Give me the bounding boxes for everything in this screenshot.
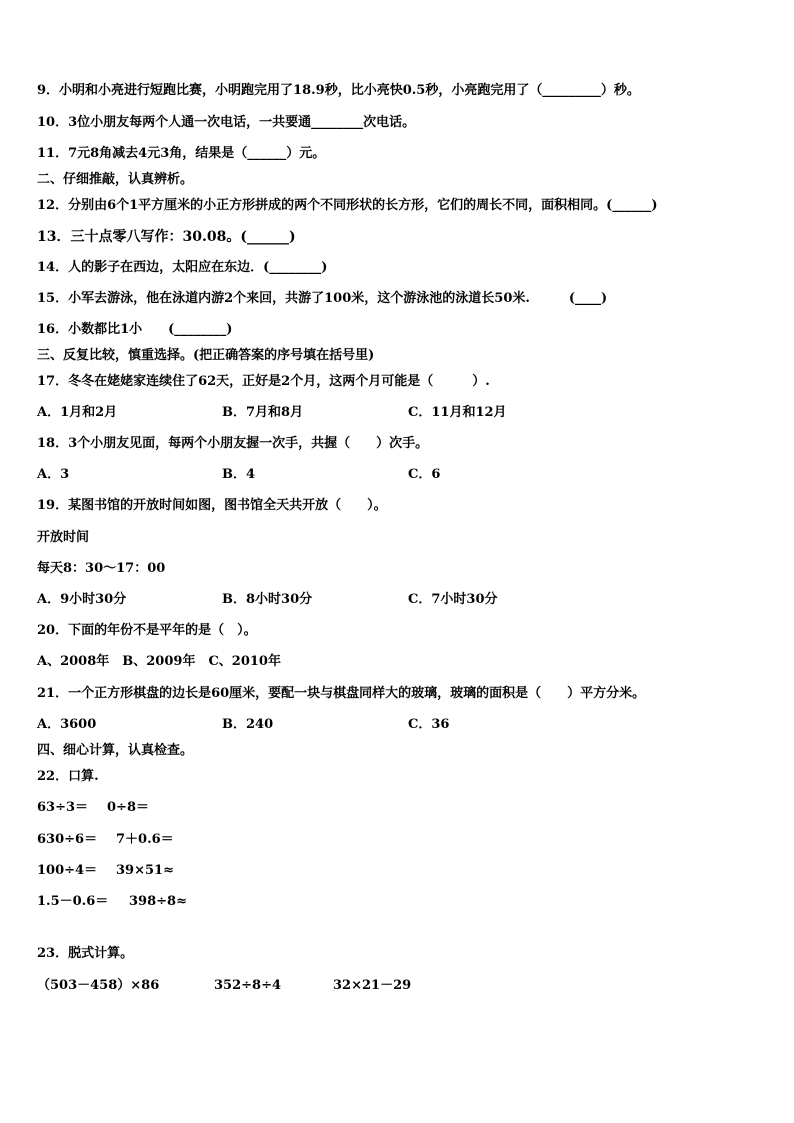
option-a: A．3600 (37, 717, 97, 732)
step-calc-item: 32×21－29 (333, 978, 412, 993)
question-19: 19．某图书馆的开放时间如图，图书馆全天共开放（ ）。 (37, 498, 387, 513)
option-b: B．240 (222, 717, 274, 732)
option-a: A．3 (37, 467, 70, 482)
option-b: B．4 (222, 467, 256, 482)
question-18-options (0, 467, 794, 483)
mental-calc-item: 100÷4＝ (37, 863, 98, 878)
step-calc-item: 352÷8÷4 (214, 978, 282, 993)
mental-calc-item: 7＋0.6＝ (116, 832, 174, 847)
option-c: C．11月和12月 (408, 405, 507, 420)
question-20: 20．下面的年份不是平年的是（ ）。 (37, 623, 257, 638)
question-17-options (0, 405, 794, 421)
question-22: 22．口算. (37, 769, 99, 784)
question-11: 11．7元8角减去4元3角，结果是（______）元。 (37, 146, 326, 161)
mental-calc-item: 63÷3＝ (37, 800, 89, 815)
question-21-options (0, 717, 794, 733)
question-14: 14．人的影子在西边，太阳应在东边．(________) (37, 260, 328, 275)
option-b: B．8小时30分 (222, 592, 313, 607)
question-18: 18．3个小朋友见面，每两个小朋友握一次手，共握（ ）次手。 (37, 436, 429, 451)
question-20-options: A、2008年 B、2009年 C、2010年 (37, 654, 281, 669)
option-a: A．9小时30分 (37, 592, 127, 607)
question-21: 21．一个正方形棋盘的边长是60厘米，要配一块与棋盘同样大的玻璃，玻璃的面积是（ ）平方分米。 (37, 686, 646, 701)
question-13: 13．三十点零八写作：30.08。(______) (37, 229, 296, 245)
question-15: 15．小军去游泳，他在泳道内游2个来回，共游了100米，这个游泳池的泳道长50米. (____) (37, 291, 608, 306)
mental-calc-item: 39×51≈ (116, 863, 174, 878)
question-17: 17．冬冬在姥姥家连续住了62天，正好是2个月，这两个月可能是（ ）. (37, 374, 490, 389)
question-10: 10．3位小朋友每两个人通一次电话，一共要通________次电话。 (37, 115, 416, 130)
question-16: 16．小数都比1小 (________) (37, 322, 233, 337)
mental-calc-item: 630÷6＝ (37, 832, 98, 847)
question-19-info-hours: 每天8：30～17：00 (37, 561, 166, 576)
question-9: 9．小明和小亮进行短跑比赛，小明跑完用了18.9秒，比小亮快0.5秒，小亮跑完用了（_________）秒。 (37, 83, 640, 98)
section-3-heading: 三、反复比较，慎重选择。(把正确答案的序号填在括号里) (37, 348, 375, 363)
option-c: C．6 (408, 467, 441, 482)
option-a: A．1月和2月 (37, 405, 118, 420)
step-calc-item: （503－458）×86 (37, 978, 160, 993)
option-b: B．7月和8月 (222, 405, 304, 420)
mental-calc-item: 1.5－0.6＝ (37, 894, 109, 909)
mental-calc-item: 0÷8＝ (107, 800, 149, 815)
question-12: 12．分别由6个1平方厘米的小正方形拼成的两个不同形状的长方形，它们的周长不同，面积相同。(______) (37, 198, 658, 213)
question-19-options (0, 592, 794, 608)
section-4-heading: 四、细心计算，认真检查。 (37, 743, 194, 758)
question-23: 23．脱式计算。 (37, 946, 134, 961)
option-c: C．36 (408, 717, 450, 732)
question-19-info-title: 开放时间 (37, 530, 90, 545)
section-2-heading: 二、仔细推敲，认真辨析。 (37, 172, 194, 187)
mental-calc-item: 398÷8≈ (129, 894, 187, 909)
option-c: C．7小时30分 (408, 592, 498, 607)
